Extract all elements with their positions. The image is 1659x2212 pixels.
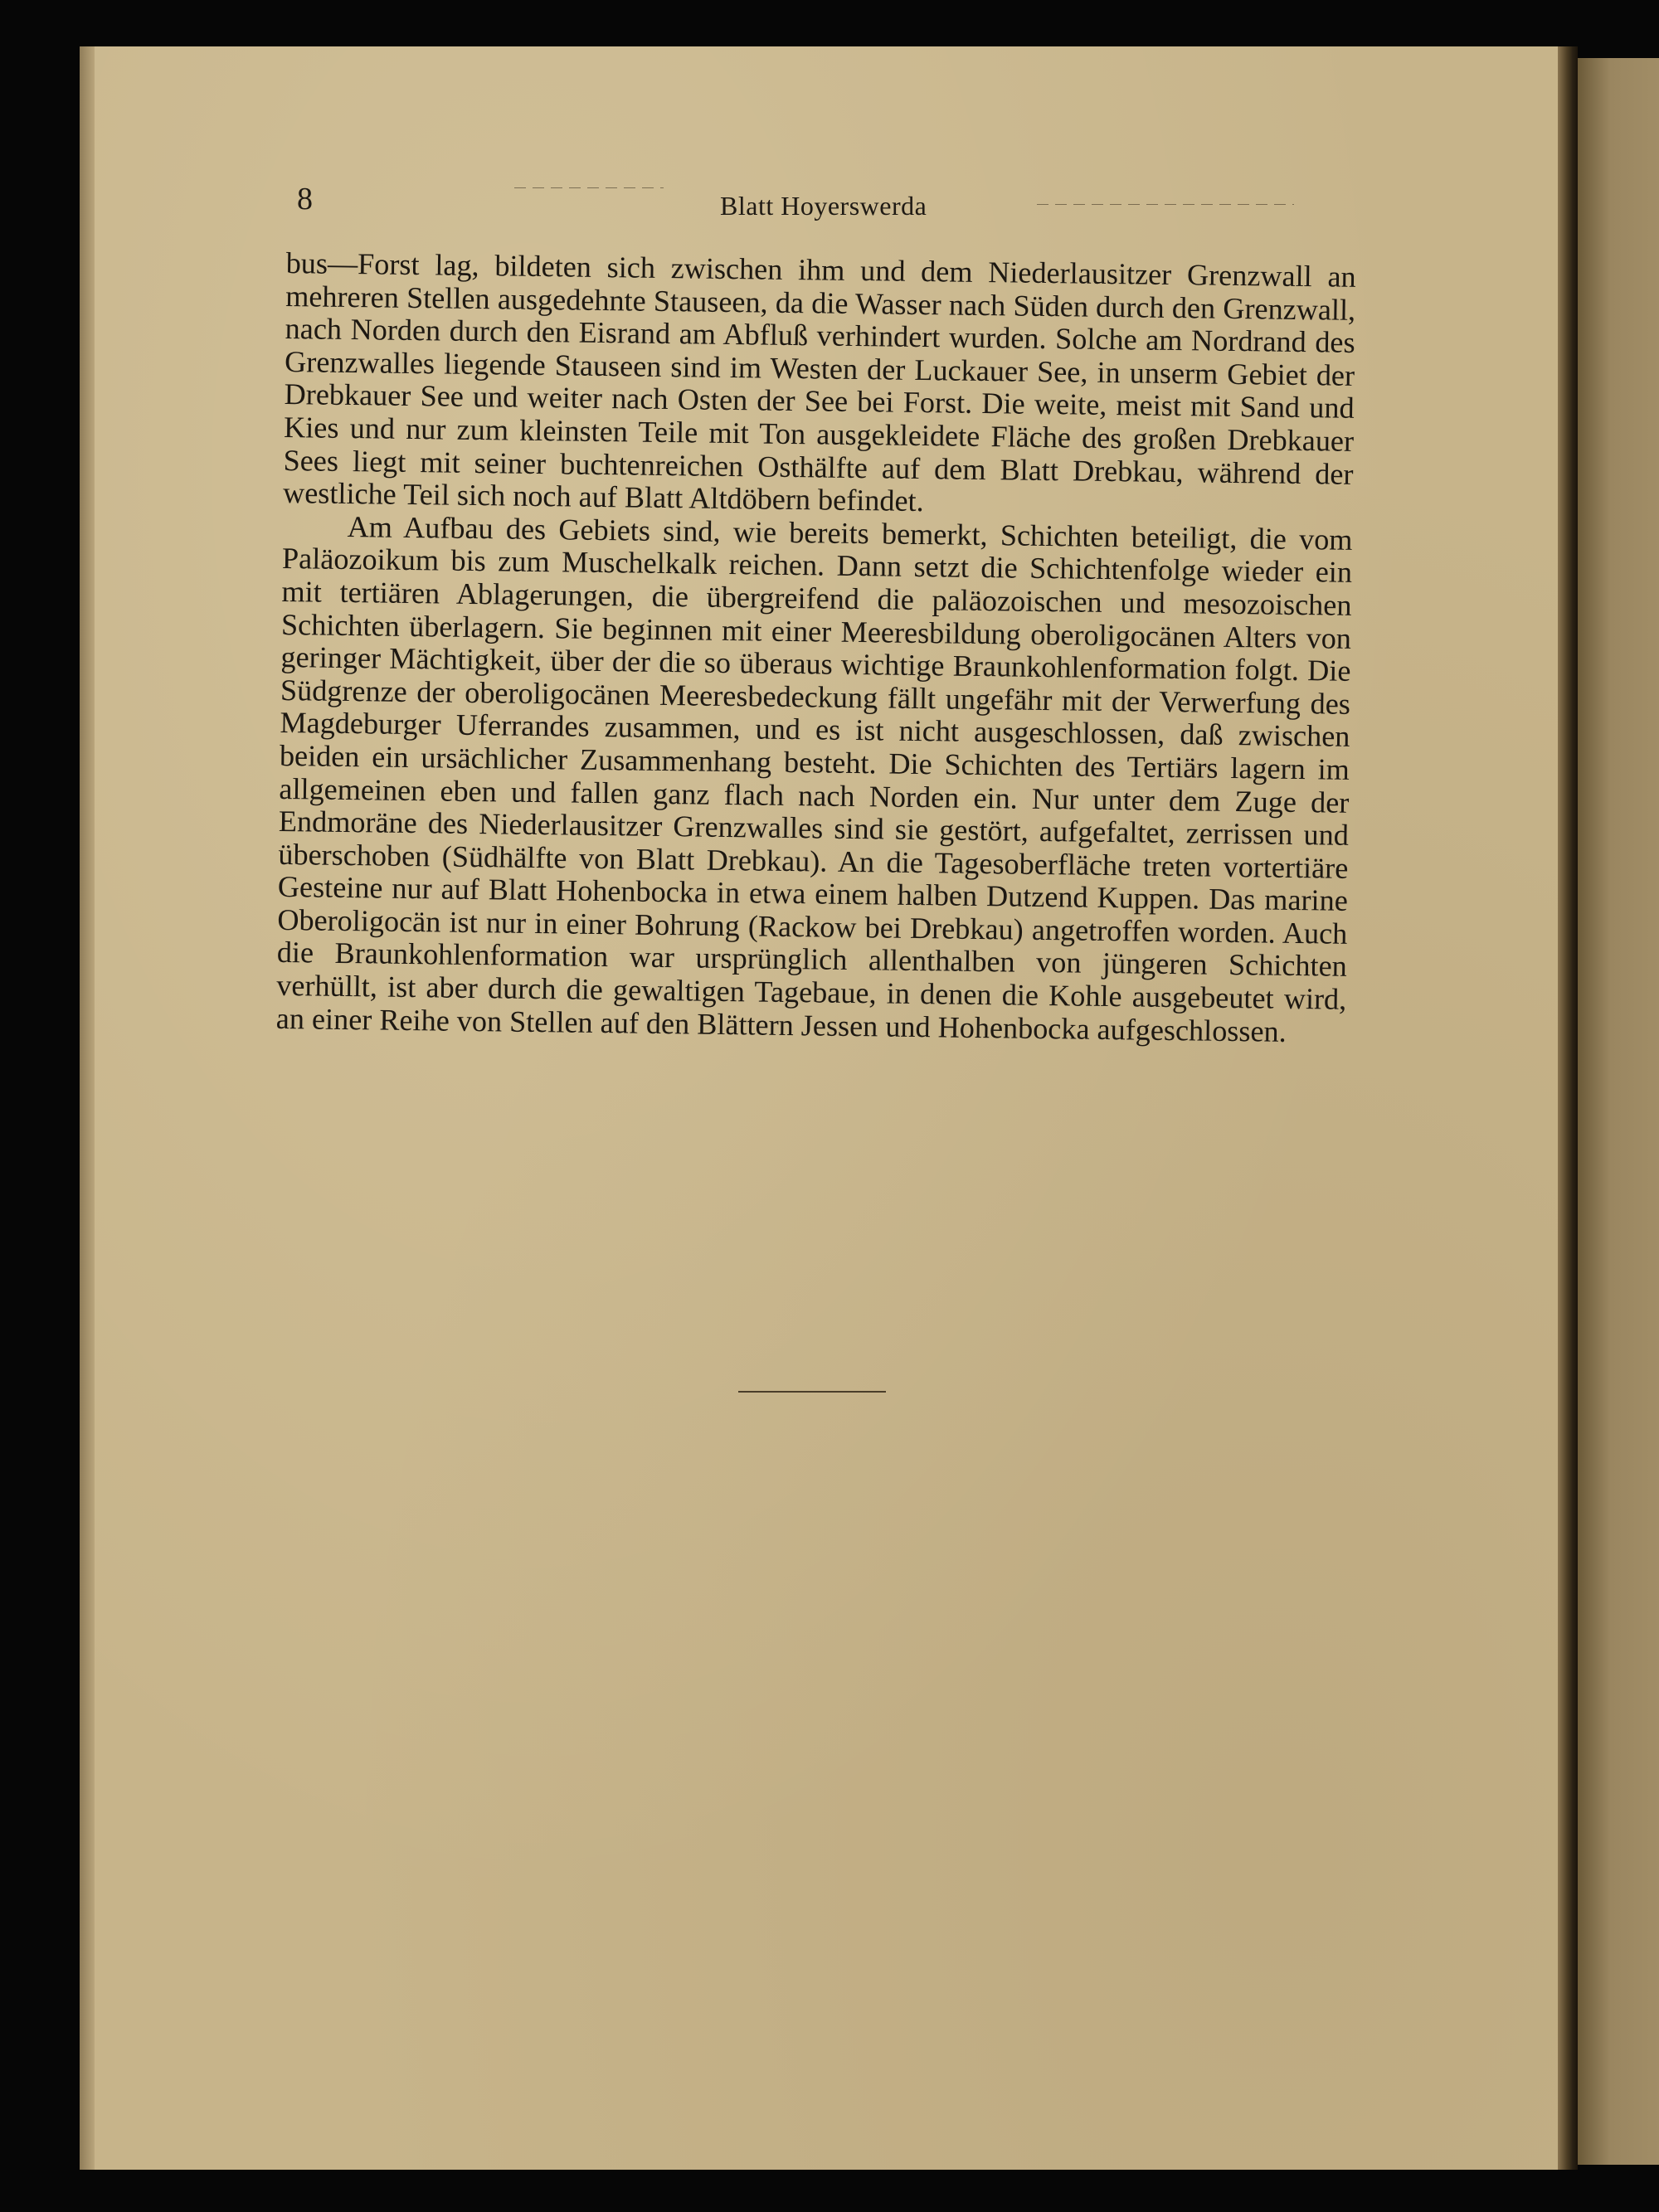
page-number: 8 [297,182,313,216]
section-end-rule [738,1391,886,1393]
body-text [276,247,1356,1049]
header-rule-left [514,187,664,188]
running-title: Blatt Hoyerswerda [720,191,927,221]
paragraph: Am Aufbau des Gebiets sind, wie bereits bemerkt, Schichten beteiligt, die vom Paläozoikum bis zum Muschelkalk reichen. Dann setzt die Schichtenfolge wieder ein mit tertiären Ablagerungen, die übergreifend die paläozoischen und mesozoischen Schichten überlagern. Sie beginnen mit einer Meeresbildung oberoligocänen Alters von geringer Mächtigkeit, über der die so überaus wichtige Braunkohlenformation folgt. Die Südgrenze der oberoligocänen Meeresbedeckung fällt ungefähr mit der Verwerfung des Magdeburger Uferrandes zusammen, und es ist nicht ausgeschlossen, daß zwischen beiden ein ursächlicher Zusammenhang besteht. Die Schichten des Tertiärs lagern im allgemeinen eben und fallen ganz flach nach Norden ein. Nur unter dem Zuge der Endmoräne des Niederlausitzer Grenzwalles sind sie gestört, aufgefaltet, zerrissen und überschoben (Südhälfte von Blatt Drebkau). An die Tagesoberfläche treten vortertiäre Gesteine nur auf Blatt Hohenbocka in etwa einem halben Dutzend Kuppen. Das marine Oberoligocän ist nur in einer Bohrung (Rackow bei Drebkau) angetroffen worden. Auch die Braunkohlenformation war ursprünglich allenthalben von jüngeren Schichten verhüllt, ist aber durch die gewaltigen Tagebaue, in denen die Kohle ausgebeutet wird, an einer Reihe von Stellen auf den Blättern Jessen und Hohenbocka aufgeschlossen. [275,509,1353,1048]
header-rule-right [1037,204,1294,205]
page-left-edge [80,46,95,2170]
facing-page-edge [1578,58,1659,2165]
paragraph-continued: bus—Forst lag, bildeten sich zwischen ihm und dem Niederlausitzer Grenzwall an mehreren Stellen ausgedehnte Stauseen, da die Wasser nach Süden durch den Grenzwall, nach Norden durch den Eisrand am Abfluß verhindert wurden. Solche am Nordrand des Grenzwalles liegende Stauseen sind im Westen der Luckauer See, in unserm Gebiet der Drebkauer See und weiter nach Osten der See bei Forst. Die weite, meist mit Sand und Kies und nur zum kleinsten Teile mit Ton ausgekleidete Fläche des großen Drebkauer Sees liegt mit seiner buchtenreichen Osthälfte auf dem Blatt Drebkau, während der westliche Teil sich noch auf Blatt Altdöbern befindet. [282,246,1356,518]
book-spine [1558,46,1578,2170]
